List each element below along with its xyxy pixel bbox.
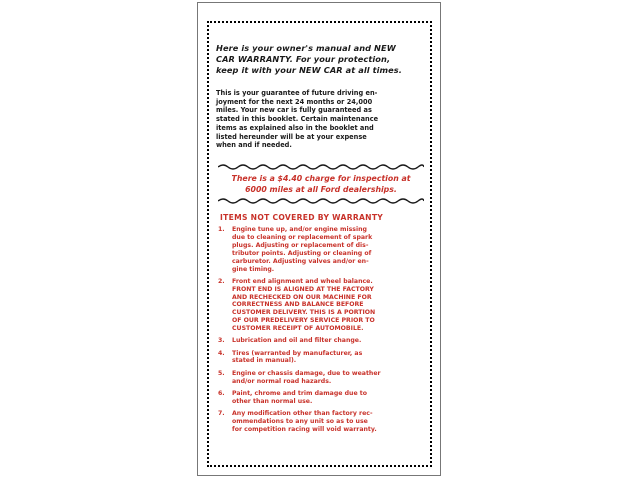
guarantee-line: stated in this booklet. Certain maintenance — [216, 115, 379, 124]
item-line: CORRECTNESS AND BALANCE BEFORE — [232, 301, 364, 309]
item-number: 3. — [218, 337, 225, 345]
item-number: 4. — [218, 349, 225, 357]
inspection-charge-note — [218, 173, 424, 195]
inspection-line: 6000 miles at all Ford dealerships. — [245, 185, 397, 194]
list-item — [218, 350, 428, 366]
wavy-divider-top — [218, 163, 424, 171]
item-line: tributor points. Adjusting or cleaning of — [232, 249, 372, 257]
guarantee-line: miles. Your new car is fully guaranteed as — [216, 106, 372, 115]
item-text — [232, 226, 428, 273]
guarantee-line: joyment for the next 24 months or 24,000 — [216, 97, 373, 106]
guarantee-line: This is your guarantee of future driving en- — [216, 89, 378, 97]
item-number: 7. — [218, 409, 225, 417]
item-line: Lubrication and oil and filter change. — [232, 337, 362, 345]
item-line: Any modification other than factory rec- — [232, 409, 373, 417]
item-line: Engine tune up, and/or engine missing — [232, 226, 367, 233]
guarantee-line: listed hereunder will be at your expense — [216, 132, 367, 141]
item-number: 5. — [218, 369, 225, 377]
item-line: Engine or chassis damage, due to weather — [232, 369, 381, 377]
list-item — [218, 278, 428, 333]
item-line: OF OUR PREDELIVERY SERVICE PRIOR TO — [232, 317, 375, 325]
item-text — [232, 337, 428, 345]
heading-line: keep it with your NEW CAR at all times. — [216, 65, 402, 75]
item-text — [232, 350, 428, 366]
list-item — [218, 390, 428, 406]
item-line: FRONT END IS ALIGNED AT THE FACTORY — [232, 285, 374, 293]
item-number: 1. — [218, 226, 225, 233]
item-text — [232, 410, 428, 434]
guarantee-paragraph — [216, 89, 428, 150]
item-line: due to cleaning or replacement of spark — [232, 233, 373, 241]
item-line: Front end alignment and wheel balance. — [232, 277, 373, 285]
items-list — [218, 226, 428, 438]
item-line: gine timing. — [232, 265, 275, 273]
item-number: 2. — [218, 277, 225, 285]
item-line: CUSTOMER RECEIPT OF AUTOMOBILE. — [232, 325, 364, 333]
item-line: plugs. Adjusting or replacement of dis- — [232, 241, 369, 249]
guarantee-line: when and if needed. — [216, 141, 292, 150]
item-line: AND RECHECKED ON OUR MACHINE FOR — [232, 293, 372, 301]
item-line: carburetor. Adjusting valves and/or en- — [232, 257, 369, 265]
item-line: Tires (warranted by manufacturer, as — [232, 349, 363, 357]
item-line: for competition racing will void warranty. — [232, 425, 377, 433]
item-line: Paint, chrome and trim damage due to — [232, 389, 368, 397]
owner-manual-heading — [216, 43, 428, 76]
items-not-covered-heading: ITEMS NOT COVERED BY WARRANTY — [220, 213, 384, 222]
warranty-card — [197, 2, 441, 476]
item-line: other than normal use. — [232, 397, 313, 405]
item-text — [232, 278, 428, 333]
list-item — [218, 410, 428, 434]
item-line: CUSTOMER DELIVERY. THIS IS A PORTION — [232, 309, 376, 317]
item-number: 6. — [218, 389, 225, 397]
heading-line: CAR WARRANTY. For your protection, — [216, 54, 391, 64]
list-item — [218, 226, 428, 273]
wavy-divider-bottom — [218, 197, 424, 205]
item-line: ommendations to any unit so as to use — [232, 417, 368, 425]
inspection-line: There is a $4.40 charge for inspection at — [231, 174, 411, 183]
item-text — [232, 370, 428, 386]
item-text — [232, 390, 428, 406]
list-item — [218, 337, 428, 345]
list-item — [218, 370, 428, 386]
item-line: stated in manual). — [232, 357, 297, 365]
item-line: and/or normal road hazards. — [232, 377, 332, 385]
heading-line: Here is your owner's manual and NEW — [216, 43, 396, 53]
guarantee-line: items as explained also in the booklet and — [216, 123, 374, 132]
